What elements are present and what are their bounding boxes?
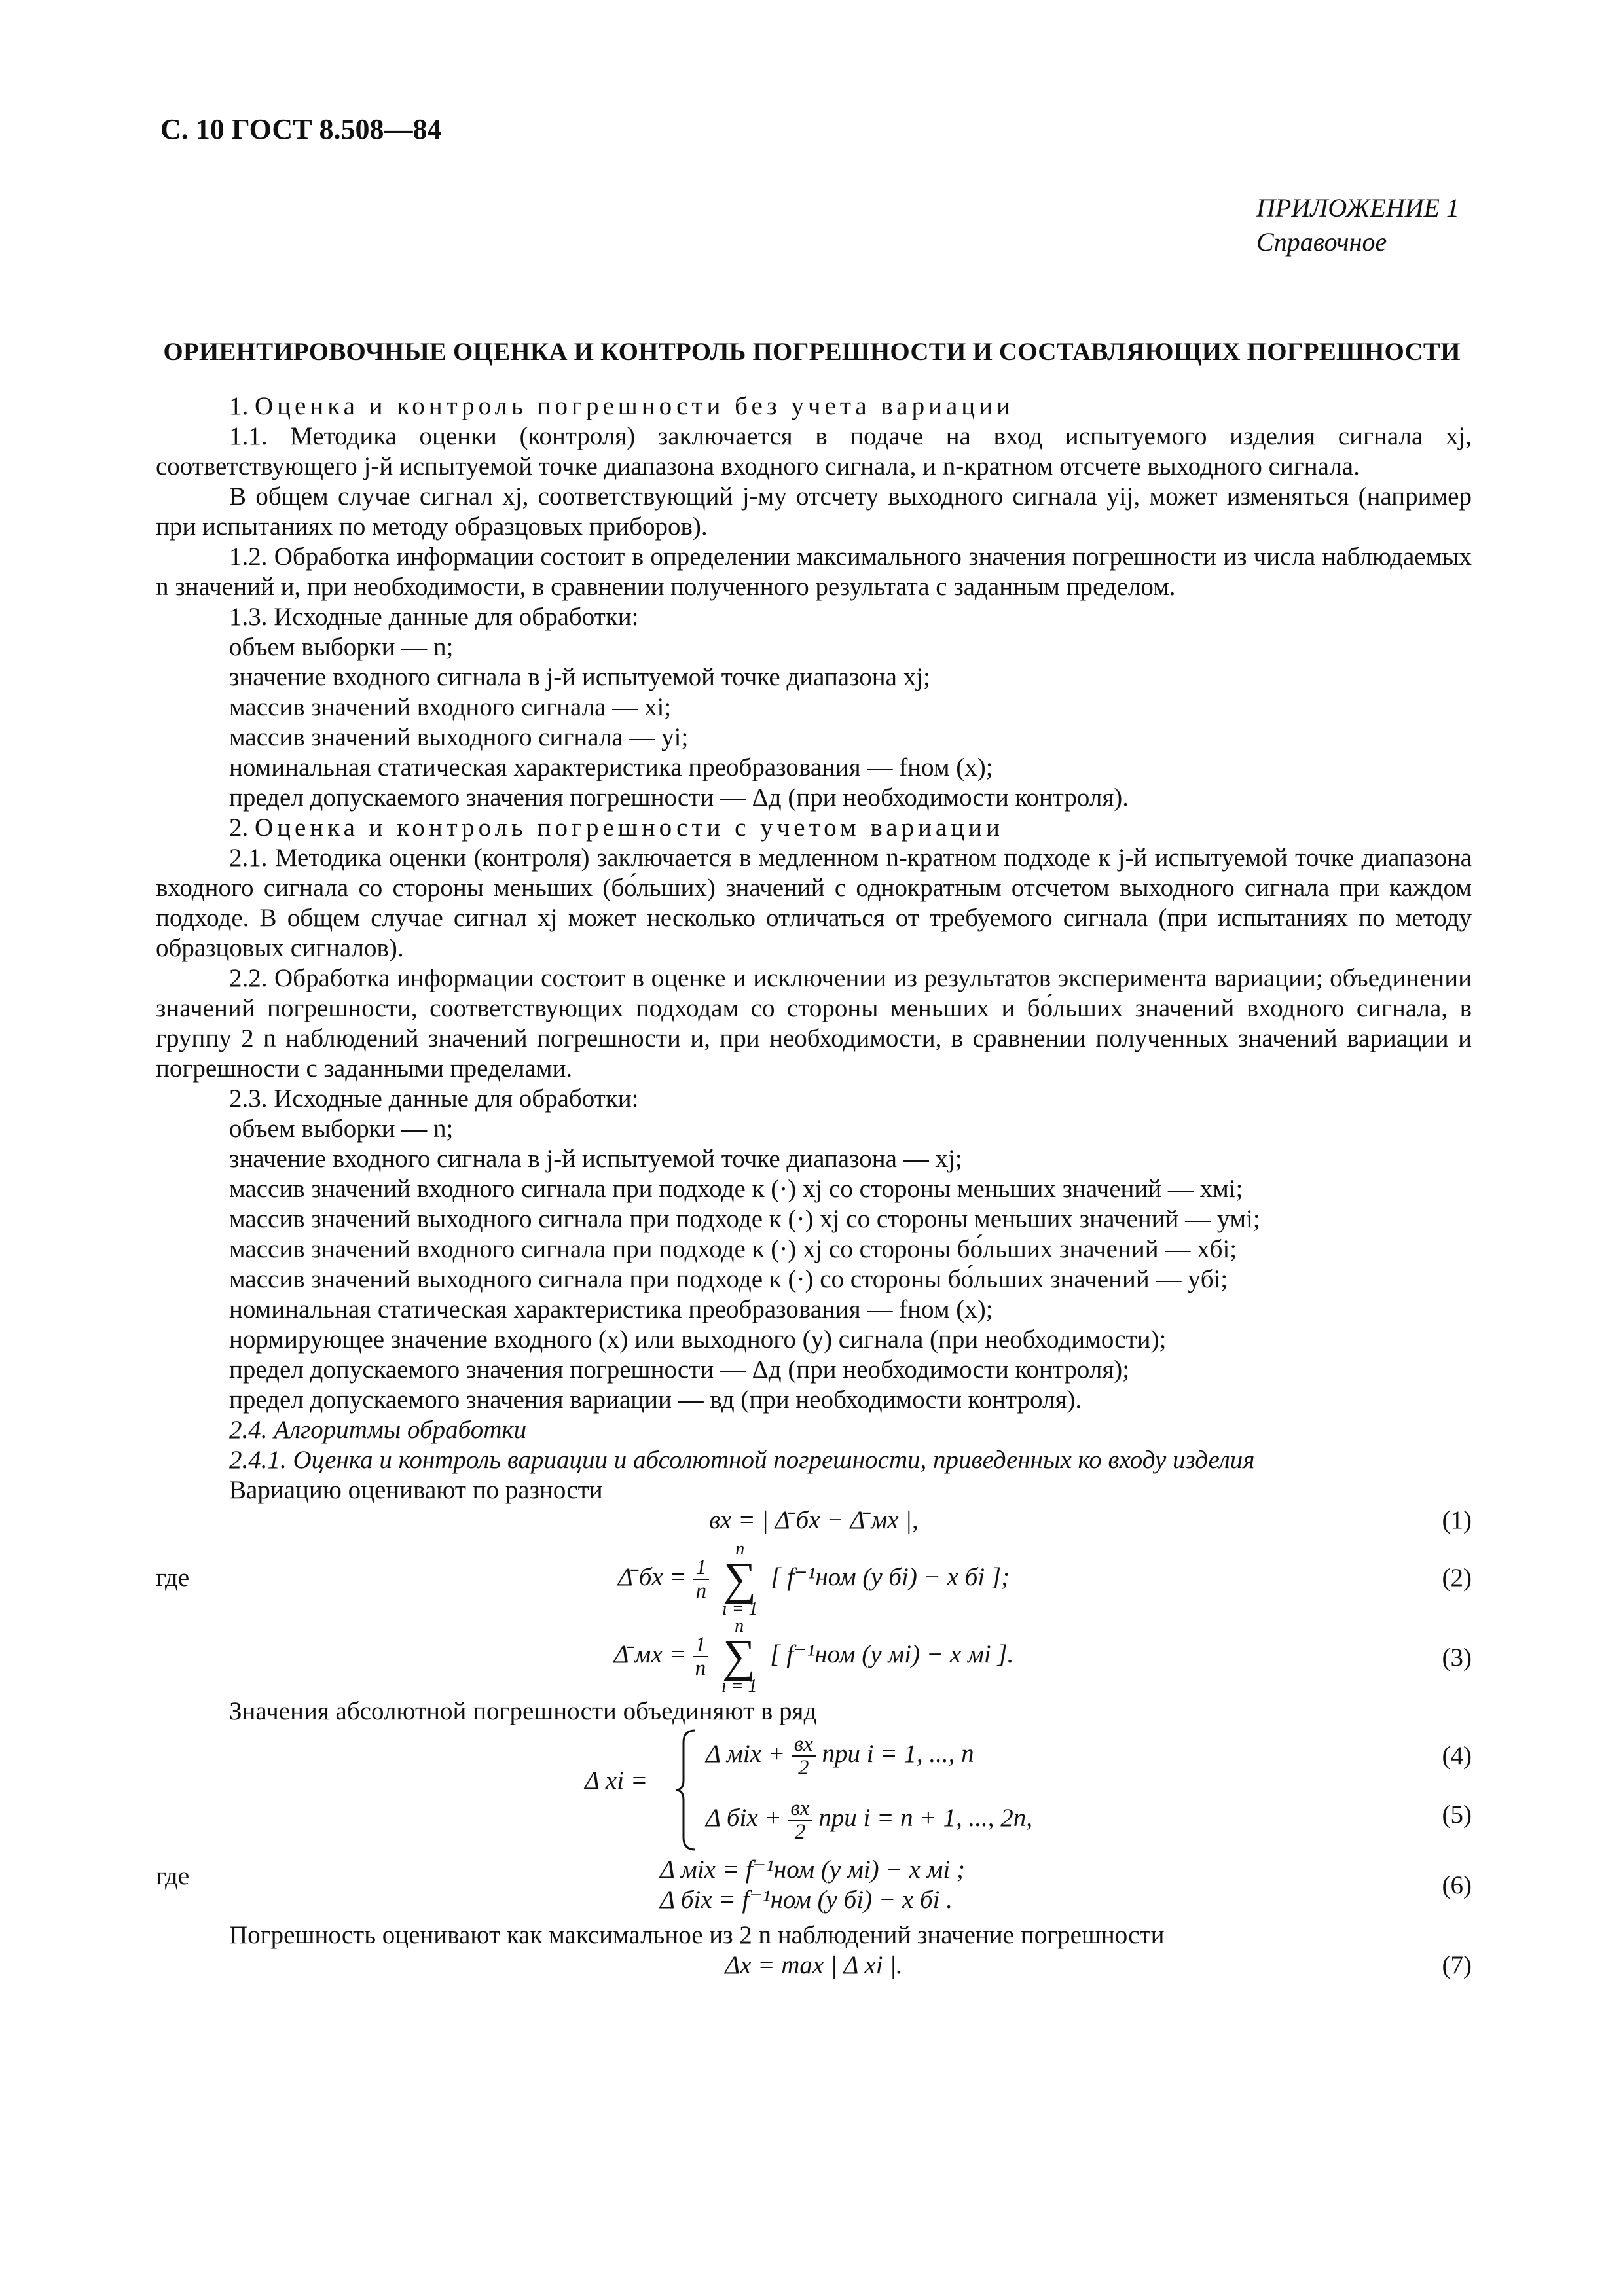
fraction: [792, 1733, 816, 1779]
sum-lower: i = 1: [721, 1676, 757, 1696]
heading-1-num: 1.: [229, 392, 249, 420]
variation-intro: Вариацию оценивают по разности: [229, 1476, 603, 1504]
para-2-1: 2.1. Методика оценки (контроля) заключается в медленном n-кратном подходе к j-й испытуемой точке диапазона входного сигнала со стороны меньших (бо́льших) значений с однократным отсчетом выходного сигнала при каждом подходе. В общем случае сигнал xj может несколько отличаться от требуемого сигнала (при испытаниях по методу образцовых сигналов).: [156, 844, 1472, 962]
list-item: массив значений выходного сигнала — yi;: [229, 723, 689, 751]
equation-2-number: (2): [1442, 1564, 1472, 1592]
heading-1: [156, 391, 1472, 422]
equation-4-5-lhs: Δ xi =: [585, 1767, 648, 1795]
sum-upper: n: [735, 1539, 745, 1559]
list-item: предел допускаемого значения вариации — вд (при необходимости контроля).: [229, 1386, 1082, 1414]
para-1-1b: В общем случае сигнал xj, соответствующий j-му отсчету выходного сигнала yij, может изменяться (например при испытаниях по методу образцовых приборов).: [156, 482, 1472, 541]
sum-symbol: ∑: [723, 1554, 757, 1604]
list-item: номинальная статическая характеристика преобразования — fном (x);: [229, 753, 993, 781]
list-item: значение входного сигнала в j-й испытуемой точке диапазона — xj;: [229, 1145, 962, 1173]
equation-3-body: [156, 1617, 1472, 1696]
fraction-numerator: 1: [693, 1556, 710, 1580]
list-item: объем выборки — n;: [229, 633, 454, 661]
document-body: [156, 391, 1472, 1981]
page-header: С. 10 ГОСТ 8.508—84: [160, 113, 442, 145]
equation-2: [156, 1539, 1472, 1617]
equation-2-body: [156, 1539, 1472, 1619]
fraction-denominator: 2: [798, 1756, 809, 1780]
equation-4-condition: при i = 1, ..., n: [822, 1739, 974, 1768]
equation-5-number: (5): [1442, 1801, 1472, 1829]
equation-4-5: [156, 1727, 1472, 1855]
equation-3-lhs: Δ̄ мx =: [613, 1640, 686, 1668]
equation-2-lhs: Δ̄ бx =: [617, 1562, 687, 1591]
para-2-4: [156, 1415, 1472, 1445]
section-title: ОРИЕНТИРОВОЧНЫЕ ОЦЕНКА И КОНТРОЛЬ ПОГРЕШНОСТИ И СОСТАВЛЯЮЩИХ ПОГРЕШНОСТИ: [163, 338, 1461, 366]
fraction-numerator: 1: [693, 1634, 709, 1657]
list-item: массив значений входного сигнала при подходе к (·) xj со стороны меньших значений — xмi;: [229, 1175, 1243, 1203]
para-2-4-text: 2.4. Алгоритмы обработки: [229, 1416, 527, 1444]
equation-7: [156, 1950, 1472, 1981]
para-1-2: 1.2. Обработка информации состоит в определении максимального значения погрешности из числа наблюдаемых n значений и, при необходимости, в сравнении полученного результата с заданным пределом.: [156, 543, 1472, 601]
fraction-numerator: вx: [788, 1797, 812, 1821]
heading-2: [156, 813, 1472, 843]
list-item: массив значений выходного сигнала при подходе к (·) со стороны бо́льших значений — yбi;: [229, 1265, 1228, 1293]
where-label: где: [156, 1564, 190, 1592]
equation-2-rhs: [ f⁻¹ном (y бi) − x бi ];: [771, 1562, 1010, 1591]
where-label: где: [156, 1862, 190, 1890]
fraction-denominator: 2: [794, 1820, 806, 1844]
equation-7-text: Δx = max | Δ xi |.: [725, 1951, 903, 1979]
fraction: [788, 1797, 812, 1843]
equation-1-text: вx = | Δ̄ бx − Δ̄ мx |,: [709, 1506, 919, 1534]
equation-4-body: [706, 1733, 974, 1779]
equation-1: [156, 1505, 1472, 1539]
para-1-3: 1.3. Исходные данные для обработки:: [229, 603, 639, 631]
list-item: объем выборки — n;: [229, 1115, 454, 1143]
para-2-4-1-text: 2.4.1. Оценка и контроль вариации и абсолютной погрешности, приведенных ко входу изделия: [229, 1446, 1255, 1474]
fraction-denominator: n: [695, 1657, 706, 1680]
list-item: массив значений входного сигнала при подходе к (·) xj со стороны бо́льших значений — xбi;: [229, 1235, 1237, 1263]
heading-2-num: 2.: [229, 814, 249, 842]
list-item: предел допускаемого значения погрешности — Δд (при необходимости контроля).: [229, 783, 1129, 812]
equation-4-number: (4): [1442, 1742, 1472, 1770]
heading-1-text: Оценка и контроль погрешности без учета вариации: [255, 392, 1014, 420]
list-item: нормирующее значение входного (x) или выходного (y) сигнала (при необходимости);: [229, 1325, 1167, 1354]
equation-3-rhs: [ f⁻¹ном (y мi) − x мi ].: [770, 1640, 1014, 1668]
fraction-numerator: вx: [792, 1733, 816, 1757]
equation-5-body: [706, 1797, 1032, 1843]
sum-symbol: ∑: [723, 1631, 756, 1681]
equation-1-number: (1): [1442, 1506, 1472, 1534]
appendix-label: [1256, 191, 1459, 259]
fraction-denominator: n: [695, 1579, 707, 1603]
sum-upper: n: [735, 1616, 744, 1636]
list-item: предел допускаемого значения погрешности — Δд (при необходимости контроля);: [229, 1355, 1130, 1384]
combine-intro: Значения абсолютной погрешности объединяют в ряд: [229, 1697, 817, 1725]
fraction: [693, 1634, 709, 1679]
equation-7-number: (7): [1442, 1951, 1472, 1979]
para-2-3: 2.3. Исходные данные для обработки:: [229, 1085, 639, 1113]
equation-5-condition: при i = n + 1, ..., 2n,: [818, 1803, 1032, 1832]
summation: [721, 1617, 757, 1696]
list-item: массив значений входного сигнала — xi;: [229, 693, 672, 721]
equation-5-term: Δ бix +: [706, 1803, 782, 1832]
equation-6a: Δ мix = f⁻¹ном (y мi) − x мi ;: [660, 1856, 966, 1884]
left-brace-icon: [673, 1729, 699, 1851]
heading-2-text: Оценка и контроль погрешности с учетом вариации: [255, 814, 1004, 842]
equation-4-term: Δ мix +: [706, 1739, 786, 1768]
para-1-1: 1.1. Методика оценки (контроля) заключается в подаче на вход испытуемого изделия сигнала xj, соответствующего j-й испытуемой точке диапазона входного сигнала, и n-кратном отсчете выходного сигнала.: [156, 422, 1472, 480]
list-item: массив значений выходного сигнала при подходе к (·) xj со стороны меньших значений — yмi;: [229, 1205, 1260, 1233]
list-item: значение входного сигнала в j-й испытуемой точке диапазона xj;: [229, 663, 930, 691]
sum-lower: i = 1: [721, 1599, 758, 1619]
appendix-type: Справочное: [1256, 227, 1387, 257]
equation-3-number: (3): [1442, 1643, 1472, 1672]
para-2-4-1: [156, 1445, 1472, 1475]
equation-6: [156, 1855, 1472, 1920]
summation: [722, 1539, 758, 1619]
equation-3: [156, 1617, 1472, 1696]
para-2-2: 2.2. Обработка информации состоит в оценке и исключении из результатов эксперимента вариации; объединении значений погрешности, соответствующих подходам со стороны меньших и бо́льших значений входного сигнала, в группу 2 n наблюдений значений погрешности и, при необходимости, в сравнении полученных значений вариации и погрешности с заданными пределами.: [156, 964, 1472, 1083]
final-intro: Погрешность оценивают как максимальное из 2 n наблюдений значение погрешности: [229, 1921, 1165, 1949]
equation-6b: Δ бix = f⁻¹ном (y бi) − x бi .: [660, 1886, 953, 1914]
list-item: номинальная статическая характеристика преобразования — fном (x);: [229, 1295, 993, 1323]
appendix-number: ПРИЛОЖЕНИЕ 1: [1256, 193, 1459, 223]
fraction: [693, 1556, 710, 1602]
equation-6-number: (6): [1442, 1871, 1472, 1899]
